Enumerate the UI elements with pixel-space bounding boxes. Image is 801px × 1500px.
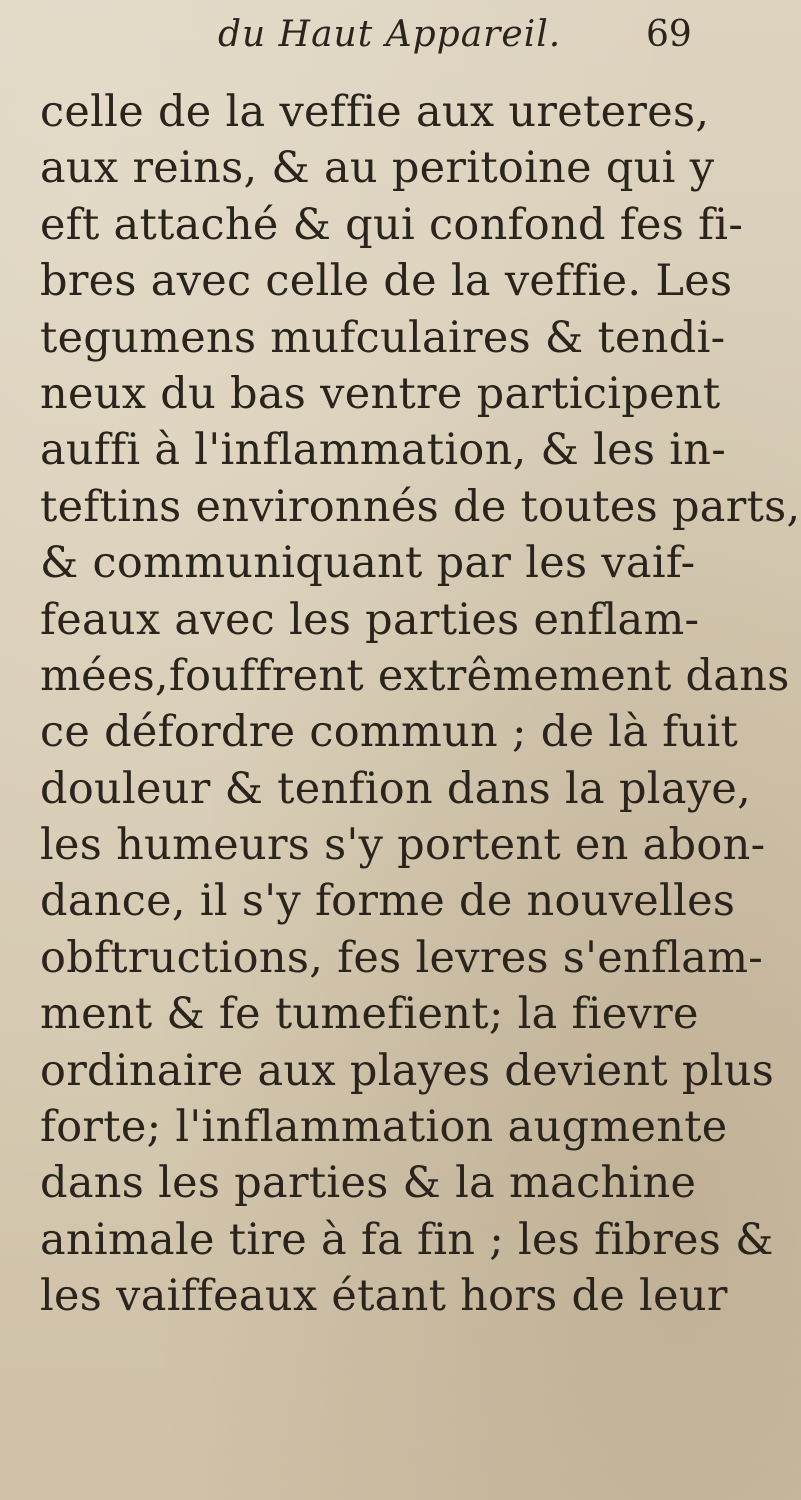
text-line: les humeurs s'y portent en abon- [40,820,766,871]
text-line: feaux avec les parties enflam- [40,594,700,645]
running-title: du Haut Appareil. [218,14,562,55]
text-line: celle de la veffie aux ureteres, [40,87,710,137]
text-line: tegumens mufculaires & tendi- [40,312,726,363]
text-line: bres avec celle de la veffie. Les [40,256,733,307]
text-line: ordinaire aux playes devient plus [40,1045,775,1096]
text-line: auffi à l'inflammation, & les in- [40,425,727,476]
text-line: dans les parties & la machine [40,1158,697,1209]
text-line: mées,fouffrent extrêmement dans [40,650,790,701]
text-line: ce défordre commun ; de là fuit [40,707,739,758]
text-line: forte; l'inflammation augmente [40,1102,728,1153]
text-line: aux reins, & au peritoine qui y [40,143,715,194]
text-line: ment & fe tumefient; la fievre [40,989,699,1040]
page-header [0,8,801,74]
body-text [40,84,801,1325]
page-number: 69 [646,14,692,55]
text-line: obftructions, fes levres s'enflam- [40,932,764,983]
text-line: eft attaché & qui confond fes fi- [40,199,744,250]
text-line: teftins environnés de toutes parts, [40,481,801,532]
text-line: & communiquant par les vaif- [40,538,696,589]
text-line: douleur & tenfion dans la playe, [40,763,752,814]
text-line: dance, il s'y forme de nouvelles [40,876,736,927]
text-line: animale tire à fa fin ; les fibres & [40,1214,774,1265]
text-line: neux du bas ventre participent [40,368,721,419]
text-line: les vaiffeaux étant hors de leur [40,1271,728,1322]
